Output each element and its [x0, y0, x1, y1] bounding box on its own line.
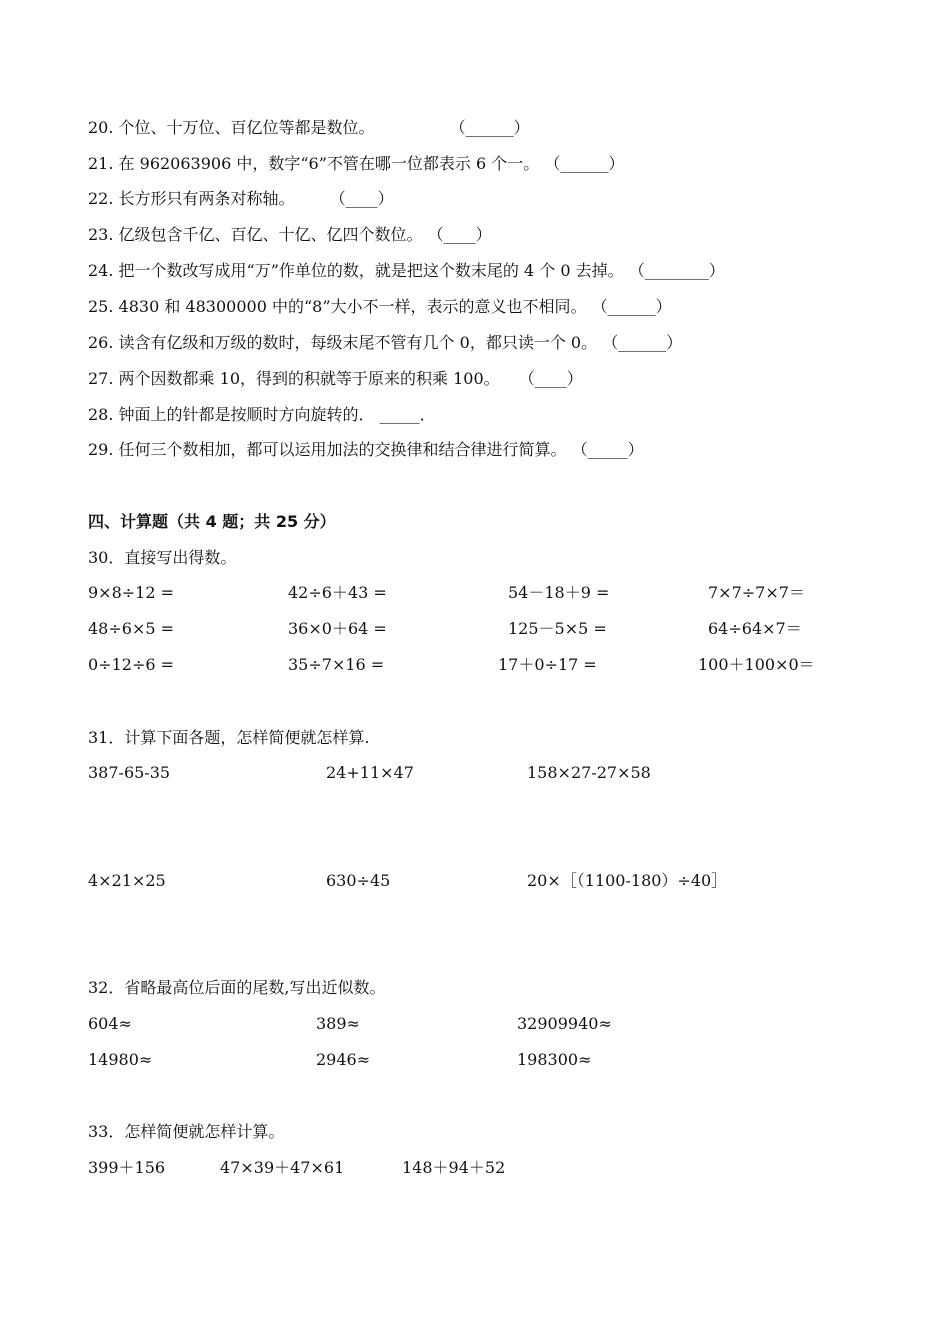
q30-item: 54－18＋9 = — [508, 583, 610, 602]
question-text: 个位、十万位、百亿位等都是数位。 — [118, 118, 375, 137]
q31-item: 4×21×25 — [88, 871, 166, 890]
q31-item: 387-65-35 — [88, 763, 171, 782]
question-number: 23. — [88, 225, 114, 244]
question-number: 24. — [88, 261, 114, 280]
q33-title: 33．怎样简便就怎样计算。 — [88, 1122, 285, 1141]
q32-item: 198300≈ — [517, 1050, 592, 1069]
q30-item: 64÷64×7＝ — [708, 619, 802, 638]
question-text: 在 962063906 中，数字“6”不管在哪一位都表示 6 个一。 — [118, 154, 540, 173]
answer-blank[interactable]: （________） — [628, 261, 725, 280]
question-number: 28. — [88, 405, 114, 424]
answer-blank[interactable]: （_____） — [571, 440, 644, 459]
q32-title: 32．省略最高位后面的尾数,写出近似数。 — [88, 978, 386, 997]
question-number: 22. — [88, 189, 114, 208]
question-text: 钟面上的针都是按顺时方向旋转的． — [118, 405, 375, 424]
q30-item: 9×8÷12 = — [88, 583, 175, 602]
question-28 — [88, 405, 436, 425]
question-25 — [88, 297, 672, 317]
answer-blank[interactable]: （____） — [329, 189, 394, 208]
answer-blank[interactable]: （____） — [427, 225, 492, 244]
question-20 — [88, 118, 530, 138]
question-27 — [88, 369, 583, 389]
question-number: 26. — [88, 333, 114, 352]
question-24 — [88, 261, 725, 281]
section-heading: 四、计算题（共 4 题；共 25 分） — [88, 512, 336, 531]
q33-item: 399＋156 — [88, 1158, 166, 1177]
q30-title: 30．直接写出得数。 — [88, 548, 237, 567]
q30-item: 0÷12÷6 = — [88, 655, 175, 674]
q30-item: 125－5×5 = — [508, 619, 607, 638]
question-number: 21. — [88, 154, 114, 173]
q30-item: 35÷7×16 = — [288, 655, 385, 674]
question-number: 29. — [88, 440, 114, 459]
q32-item: 604≈ — [88, 1014, 132, 1033]
question-number: 20. — [88, 118, 114, 137]
q30-item: 100＋100×0＝ — [698, 655, 815, 674]
q33-item: 148＋94＋52 — [402, 1158, 506, 1177]
question-29 — [88, 440, 644, 460]
question-26 — [88, 333, 682, 353]
q32-item: 2946≈ — [316, 1050, 371, 1069]
question-number: 25. — [88, 297, 114, 316]
q32-item: 389≈ — [316, 1014, 360, 1033]
answer-blank[interactable]: （______） — [591, 297, 672, 316]
question-22 — [88, 189, 394, 209]
question-text: 把一个数改写成用“万”作单位的数，就是把这个数末尾的 4 个 0 去掉。 — [118, 261, 624, 280]
q32-item: 32909940≈ — [517, 1014, 612, 1033]
answer-blank[interactable]: _____． — [379, 405, 436, 424]
q30-item: 42÷6＋43 = — [288, 583, 387, 602]
q30-item: 17＋0÷17 = — [498, 655, 597, 674]
answer-blank[interactable]: （______） — [602, 333, 683, 352]
q30-item: 7×7÷7×7＝ — [708, 583, 805, 602]
q31-item: 24+11×47 — [326, 763, 414, 782]
question-number: 27. — [88, 369, 114, 388]
question-text: 长方形只有两条对称轴。 — [118, 189, 295, 208]
q30-item: 48÷6×5 = — [88, 619, 175, 638]
question-text: 读含有亿级和万级的数时，每级末尾不管有几个 0，都只读一个 0。 — [118, 333, 598, 352]
answer-blank[interactable]: （______） — [544, 154, 625, 173]
q33-item: 47×39＋47×61 — [220, 1158, 345, 1177]
question-21 — [88, 154, 624, 174]
answer-blank[interactable]: （____） — [518, 369, 583, 388]
question-text: 4830 和 48300000 中的“8”大小不一样，表示的意义也不相同。 — [118, 297, 587, 316]
question-text: 任何三个数相加，都可以运用加法的交换律和结合律进行简算。 — [118, 440, 567, 459]
answer-blank[interactable]: （______） — [449, 118, 530, 137]
question-23 — [88, 225, 492, 245]
q30-item: 36×0＋64 = — [288, 619, 387, 638]
q32-item: 14980≈ — [88, 1050, 153, 1069]
question-text: 亿级包含千亿、百亿、十亿、亿四个数位。 — [118, 225, 423, 244]
question-text: 两个因数都乘 10，得到的积就等于原来的积乘 100。 — [118, 369, 500, 388]
q31-item: 158×27-27×58 — [527, 763, 651, 782]
q31-item: 20×［（1100-180）÷40］ — [527, 871, 728, 890]
q31-item: 630÷45 — [326, 871, 391, 890]
q31-title: 31．计算下面各题，怎样简便就怎样算. — [88, 728, 370, 747]
